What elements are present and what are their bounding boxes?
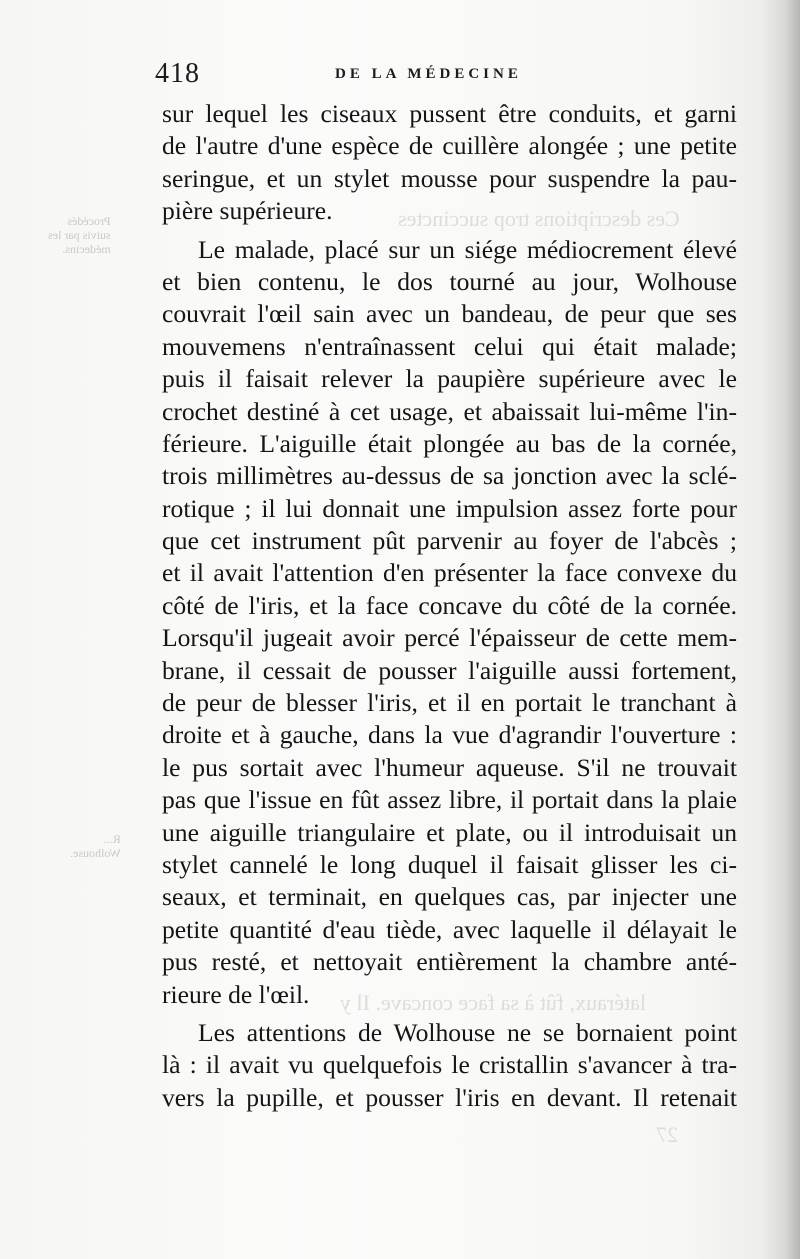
text-line: seaux, et terminait, en quelques cas, par injecter une bbox=[162, 882, 737, 912]
text-line: vers la pupille, et pousser l'iris en devant. Il retenait bbox=[162, 1082, 737, 1112]
paragraph bbox=[162, 1017, 737, 1114]
text-line: trois millimètres au-dessus de sa jonction avec la sclé- bbox=[162, 461, 737, 491]
text-line: petite quantité d'eau tiède, avec laquelle il délayait le bbox=[162, 914, 737, 944]
bleed-through-line-2: latéraux, fût à sa face concave. Il y bbox=[340, 990, 646, 1015]
text-line: et il avait l'attention d'en présenter la face convexe du bbox=[162, 558, 737, 588]
bleed-through-text: R... bbox=[103, 832, 121, 846]
text-line: pus resté, et nettoyait entièrement la chambre anté- bbox=[162, 947, 737, 977]
text-line: Lorsqu'il jugeait avoir percé l'épaisseur de cette mem- bbox=[162, 623, 737, 653]
text-line: férieure. L'aiguille était plongée au bas de la cornée, bbox=[162, 428, 737, 458]
bleed-through-text: médecins. bbox=[62, 242, 111, 256]
bleed-through-line-1: Ces descriptions trop succinctes bbox=[398, 206, 680, 231]
bleed-through-text: Wolhouse. bbox=[70, 846, 121, 860]
page-edge-shadow bbox=[762, 0, 800, 1259]
paragraph bbox=[162, 234, 737, 1011]
text-line: là : il avait vu quelquefois le cristallin s'avancer à tra- bbox=[162, 1050, 737, 1080]
text-line: rotique ; il lui donnait une impulsion assez forte pour bbox=[162, 493, 737, 523]
bleed-through-text: suivis par les bbox=[48, 228, 111, 242]
text-line: sur lequel les ciseaux pussent être conduits, et garni bbox=[162, 99, 737, 128]
text-line: Les attentions de Wolhouse ne se bornaient point bbox=[198, 1017, 737, 1047]
bleed-through-margin-note-2 bbox=[70, 832, 121, 860]
bleed-through-text: Procédés bbox=[67, 214, 111, 228]
text-line: crochet destiné à cet usage, et abaissait lui-même l'in- bbox=[162, 396, 737, 426]
text-line: de l'autre d'une espèce de cuillère alongée ; une petite bbox=[162, 131, 737, 161]
text-line: seringue, et un stylet mousse pour suspendre la pau- bbox=[162, 163, 737, 193]
bleed-through-line-3: 27 bbox=[656, 1122, 678, 1147]
page-number: 418 bbox=[155, 58, 200, 89]
text-line: puis il faisait relever la paupière supérieure avec le bbox=[162, 364, 737, 394]
text-line: rieure de l'œil. bbox=[162, 979, 310, 1009]
running-head: DE LA MÉDECINE bbox=[335, 66, 522, 82]
text-line: Le malade, placé sur un siége médiocrement élevé bbox=[198, 234, 737, 264]
text-line: et bien contenu, le dos tourné au jour, Wolhouse bbox=[162, 266, 737, 296]
text-line: le pus sortait avec l'humeur aqueuse. S'il ne trouvait bbox=[162, 752, 737, 782]
page-header bbox=[155, 58, 735, 92]
text-line: stylet cannelé le long duquel il faisait glisser les ci- bbox=[162, 849, 737, 879]
text-line: pas que l'issue en fût assez libre, il portait dans la plaie bbox=[162, 785, 737, 815]
text-line: couvrait l'œil sain avec un bandeau, de peur que ses bbox=[162, 299, 737, 329]
body-text bbox=[162, 98, 737, 1114]
text-line: brane, il cessait de pousser l'aiguille aussi fortement, bbox=[162, 655, 737, 685]
text-line: pière supérieure. bbox=[162, 196, 333, 226]
text-line: mouvemens n'entraînassent celui qui était malade; bbox=[162, 331, 737, 361]
text-line: que cet instrument pût parvenir au foyer de l'abcès ; bbox=[162, 526, 737, 556]
paragraph bbox=[162, 98, 737, 228]
text-line: de peur de blesser l'iris, et il en portait le tranchant à bbox=[162, 688, 737, 718]
bleed-through-margin-note-1 bbox=[48, 214, 111, 256]
text-line: une aiguille triangulaire et plate, ou il introduisait un bbox=[162, 817, 737, 847]
text-line: droite et à gauche, dans la vue d'agrandir l'ouverture : bbox=[162, 720, 737, 750]
text-line: côté de l'iris, et la face concave du côté de la cornée. bbox=[162, 590, 737, 620]
